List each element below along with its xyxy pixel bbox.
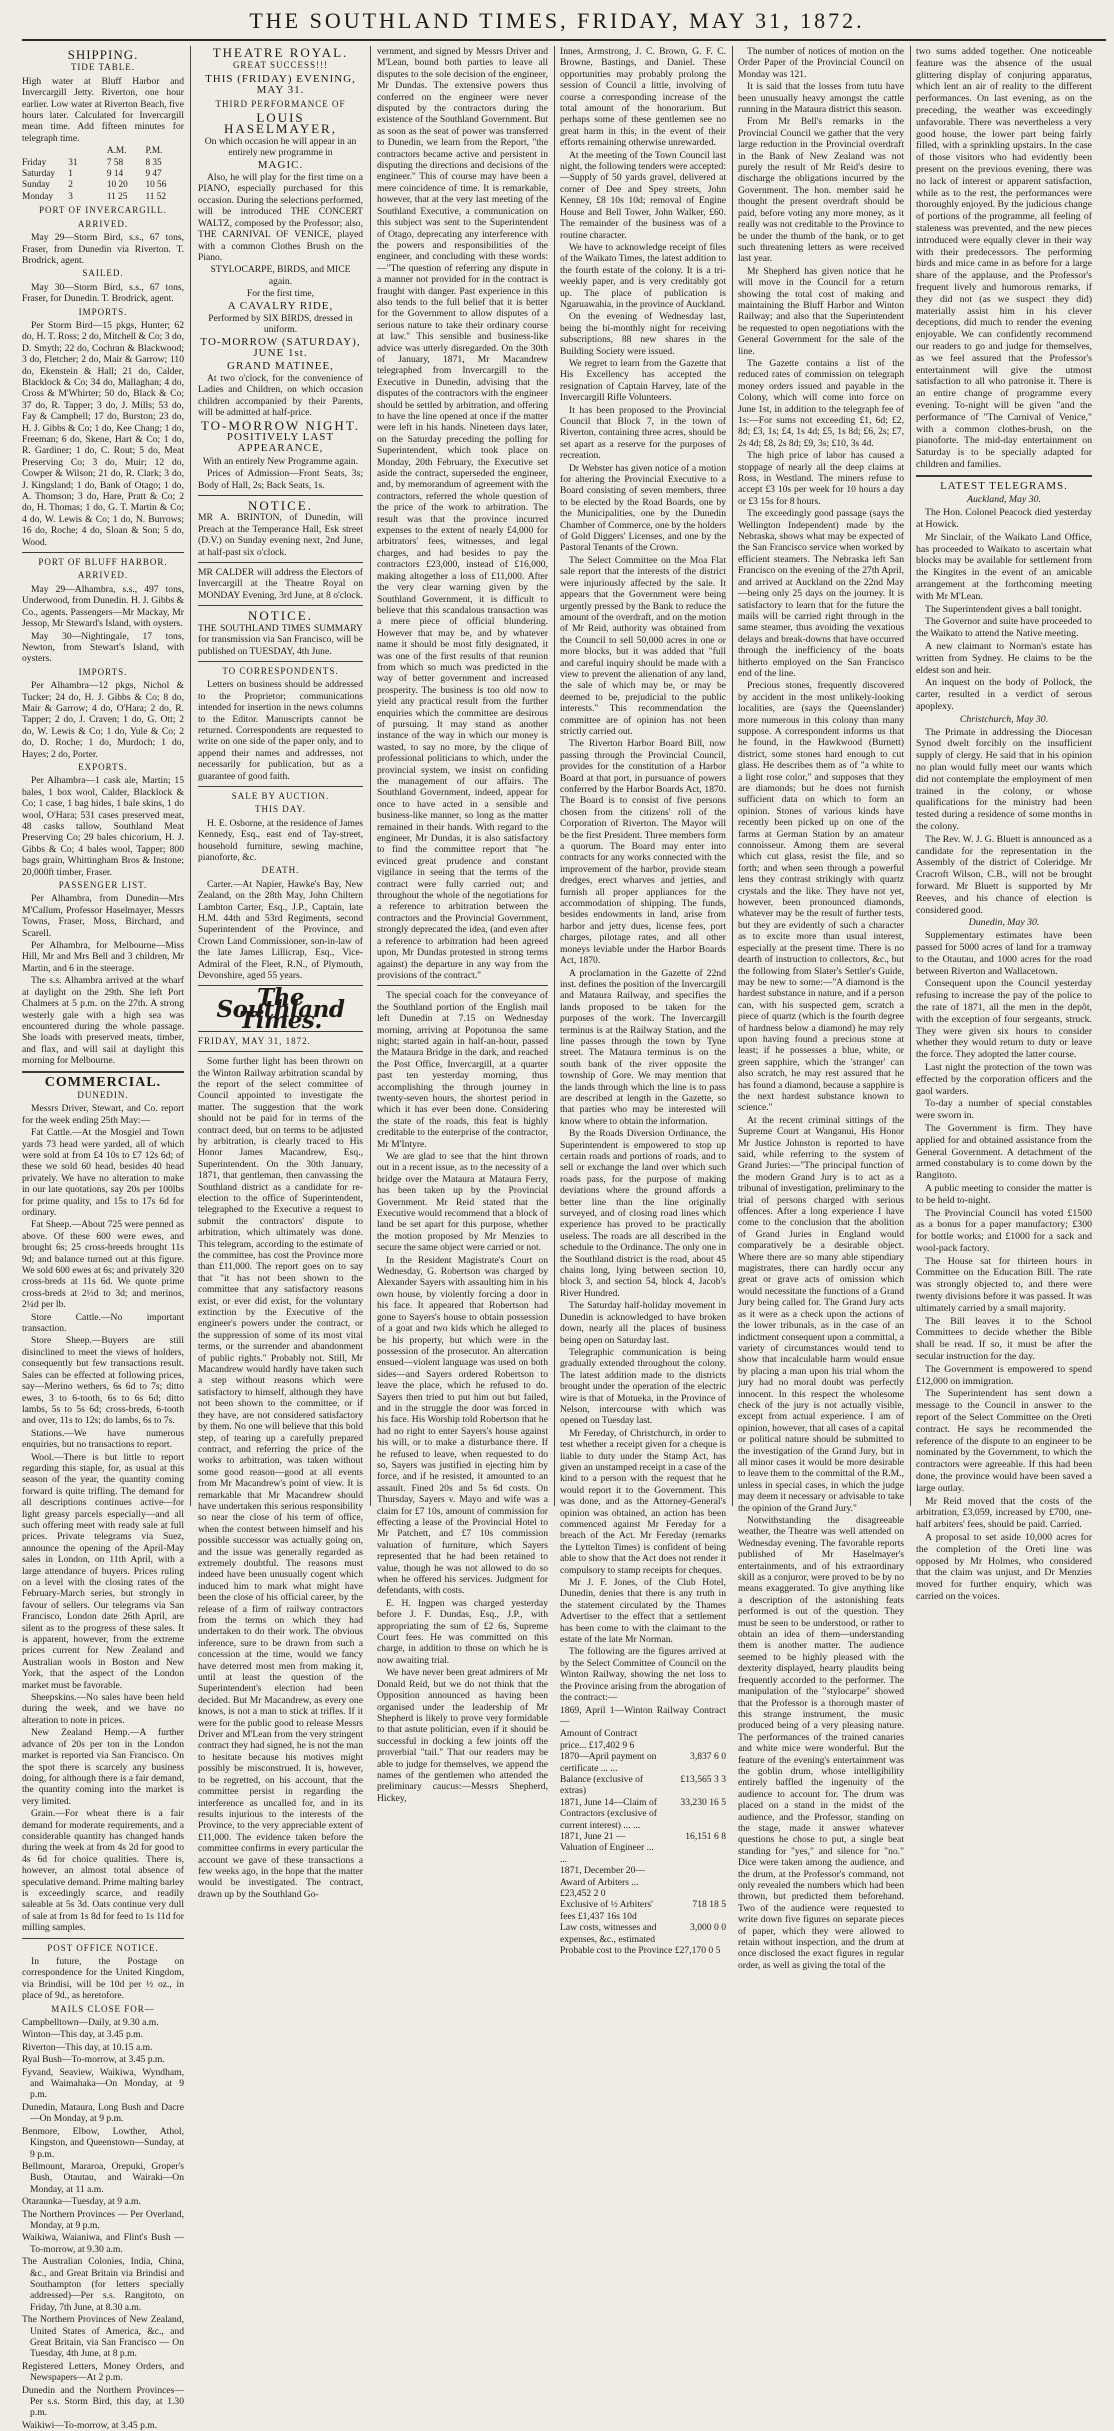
telegram-item: Mr Reid moved that the costs of the arbitration, £3,059, increased by £700, one-half arbiters' fees, should be paid. Carried.: [916, 1495, 1092, 1531]
sailed-label: SAILED.: [82, 268, 124, 279]
tide-cell: 7 58: [106, 157, 124, 168]
news-paragraph: By the Roads Diversion Ordinance, the Superintendent is empowered to stop up certain roads and portions of roads, and to sell or exchange the land over which such roads pass, for the purpose of making deviations where the ground affords a better line than the line originally surveyed, and of closing road lines which experience has proved to be practically useless. The roads are all described in the schedule to the Ordinance. The only one in the Southland district is the road, about 45 chains long, lying between section 10, block 3, and section 54, block 4, Jacob's River Hundred.: [560, 1128, 726, 1299]
finance-row: [560, 1797, 726, 1831]
notice-heading: NOTICE.: [248, 608, 313, 624]
theatre-royal-heading: THEATRE ROYAL.: [212, 45, 349, 60]
auction-text: H. E. Osborne, at the residence of James Kennedy, Esq., east end of Tay-street, household furniture, sewing machine, pianoforte, &c.: [198, 817, 363, 863]
leader-paragraph: vernment, and signed by Messrs Driver and M'Lean, bound both parties to leave all disputes to the sole decision of the engineer, Mr Dundas. The extensive powers thus conferred on the engineer were never disputed by the contractors during the existence of the Southland Government. But as soon as the seat of power was transferred to Dunedin, we learn from the Report, "the contractors became active and persistent in disputing the directions and decisions of the engineer." This of course may have been a mere coincidence of time. It is remarkable, however, that at the very last meeting of the Southland Executive, a communication on this subject was sent to the Superintendent of Otago, deprecating any interference with the powers and responsibilities of the engineer, and concluding with these words:—"The question of referring any dispute in a manner not provided for in the contract is fraught with danger. Past experience in this also tends to the full belief that it is better for the Government to allow disputes of a serious nature to take their ordinary course at law." This sensible and business-like advice was utterly disregarded. On the 30th of January, 1871, Mr Macandrew telegraphed from Invercargill to the Executive in Dunedin, advising that the disputes of the contractors with the engineer should be settled by arbitration, and offering to have the line opened at once if the matter were left in his hands. Nineteen days later, on the Saturday preceding the polling for Superintendent, which took place on Monday, 20th February, the Executive set aside the contract, superseded the engineer, and, by memorandum of agreement with the contractors, referred the whole question of the price of the work to arbitration. The result was that the province incurred expenses to the extent of nearly £4,000 for arbitrators' fees, witnesses, and legal charges, and had besides to pay the contractors £23,000, instead of £16,000, making altogether a loss of £11,000. After the very clear warning given by the Southland Government, it is difficult to believe that this scandalous transaction was a mere piece of official blundering. However that may be, and by whatever name it should be most fitly designated, it was one of the first results of that reunion from which so much was predicted in the way of better government and increased prosperity. The business is too old now to yield any practical result from the further enquiries which the committee are desirous of pursuing. It may stand as another instance of the way in which our money is wasted, to say no more, by the clique of professional politicians to which, under the provincial system, we insist on confiding the management of our affairs. The Southland Government, indeed, appear for once to have acted in a sensible and business-like manner, so long as the matter remained in their hands. With regard to the engineer, Mr Dundas, it is also satisfactory to find the committee report that "he evinced great prudence and constant vigilance in seeing that the terms of the contract were fully carried out; and throughout the whole of the negotiations for a reference to arbitration between the contractors and the Provincial Government, strongly deprecated the idea, (and even after a reference to arbitration had been agreed upon, Mr Dundas protested in strong terms against) the departure in any way from the provisions of the contract.": [377, 46, 548, 981]
theatre-line: On which occasion he will appear in an entirely new programme in: [204, 135, 357, 159]
passenger-list-label: PASSENGER LIST.: [58, 880, 148, 891]
tide-cell: 10 56: [145, 180, 167, 191]
tide-cell: 10 20: [106, 180, 128, 191]
commercial-paragraph: Sheepskins.—No sales have been held during the week, and we have no alteration to note in prices.: [22, 1692, 184, 1726]
news-paragraph: On the evening of Wednesday last, being the bi-monthly night for receiving subscriptions, 88 new shares in the Building Society were issued.: [560, 311, 726, 357]
tide-header-cell: [22, 146, 68, 157]
telegram-item: Supplementary estimates have been passed for 5000 acres of land for a tramway to the Otautau, and 1000 acres for the road between Riverton and Wallacetown.: [916, 930, 1092, 977]
news-paragraph: We have to acknowledge receipt of files of the Waikato Times, the latest addition to the fourth estate of the colony. It is a tri-weekly paper, and is very creditably got up. The place of publication is Ngaruawahia, in the province of Auckland.: [560, 241, 726, 310]
tide-header-cell: A.M.: [106, 146, 127, 157]
theatre-line: GREAT SUCCESS!!!: [232, 60, 329, 71]
column-divider: [732, 46, 733, 1506]
telegram-item: The Provincial Council has voted £1500 as a bonus for a paper manufactory; £300 for bottle works; and £1000 for a sack and wool-pack factory.: [916, 1207, 1092, 1254]
notice-heading: NOTICE.: [248, 498, 313, 514]
imports-list: Per Storm Bird—15 pkgs, Hunter; 62 do, H. T. Ross; 2 do, Mitchell & Co; 3 do, D. Smyth; 22 do, Cochran & Blackwood; 3 do, Fletcher; 2 do, Mair & Garrow; 110 do, Ekenstein & Hall; 21 do, Calder, Blacklock & Co; 34 do, Mallaghan; 4 do, Cross & M'Whirter; 50 do, Black & Co; 37 do, R. Tapper; 3 do, J. Mills; 53 do, Fay & Campbell; 17 do, Burston; 23 do, H. J. Gibbs & Co; 1 do, Kee Chang; 1 do, Freeman; 6 do, Skene, Hart & Co; 1 do, R. Gardiner; 1 do, C. Rout; 5 do, Meat Preserving Co; 3 do, Muir; 12 do, Cowper & Wilson; 21 do, R. Clark; 3 do, J. Kingsland; 1 do, Bank of Otago; 1 do, A. Thomson; 3 do, Hare, Pratt & Co; 2 do, H. Thomas; 1 do, G. T. Martin & Co; 4 do, W. Lewis & Co; 1 do, N. Burrows; 16 do, Roche; 4 do, Sloan & Son; 5 do, Wood.: [22, 319, 184, 548]
news-paragraph: Telegraphic communication is being gradually extended throughout the colony. The latest addition made to the districts brought under the operation of the electric wire is that of Motueka, in the Province of Nelson, intercourse with which was opened on Tuesday last.: [560, 1346, 726, 1427]
telegram-item: The Superintendent gives a ball tonight.: [925, 603, 1082, 615]
notice-text: MR CALDER will address the Electors of Invercargill at the Theatre Royal on MONDAY Evening, 3rd June, at 8 o'clock.: [198, 567, 363, 601]
finance-amount: 3,837 6 0: [690, 1751, 726, 1763]
commercial-paragraph: Messrs Driver, Stewart, and Co. report for the week ending 25th May:—: [22, 1103, 184, 1126]
news-paragraph: At the recent criminal sittings of the Supreme Court at Wanganui, His Honor Mr Justice Johnston is reported to have said, while referring to the system of Grand Juries:—"The principal function of the modern Grand Jury is to act as a tribunal of investigation, preliminary to the trial of persons charged with serious offences. After a long experience I have come to the conclusion that the abolition of Grand Juries in England would comparatively be a desirable object. Where there are so many able stipendiary magistrates, there can hardly occur any great or grave acts of omission which would necessitate the functions of a Grand Jury being called for. The Grand Jury acts as it were as a check upon the actions of the lower tribunals, as in the case of an indictment consequent upon a committal, a variety of circumstances would tend to show that incalculable harm would ensue by placing a man upon his trial whom the jury had no moral doubt was perfectly innocent. In this respect the wholesome check of the jury is not actually visible, except from actual experience. I am of opinion, however, that all cases of a capital or political nature should be submitted to the investigation of the Grand Jury, but in all minor cases it would be more desirable to leave them to the committal of the R.M., unless in special cases, in which the judge may deem it necessary or advisable to take the opinion of the Grand Jury.": [738, 1114, 904, 1514]
finance-amount: 33,230 16 5: [680, 1796, 726, 1808]
divider: [22, 1938, 184, 1939]
telegram-item: The Primate in addressing the Diocesan Synod dwelt forcibly on the insufficient supply of clergy. He said that in his opinion no plan would fully meet our wants which did not contemplate the employment of men trained in the colony, or whose qualifications for the ministry had been tested during a residence of some months in the colony.: [916, 726, 1092, 832]
passenger-entry: Per Alhambra, from Dunedin—Mrs M'Callum, Professor Haselmayer, Messrs Towns, Fraser, Moss, Birchard, and Scarell.: [22, 893, 184, 939]
commercial-paragraph: Stations.—We have numerous enquiries, but no transactions to report.: [22, 1427, 184, 1451]
divider: [198, 605, 363, 606]
news-paragraph: The high price of labor has caused a stoppage of nearly all the deep claims at Ross, in Westland. The miners refuse to accept £3 10s per week for 10 hours a day or £3 15s for 8 hours.: [738, 450, 904, 507]
shipping-note: The s.s. Alhambra arrived at the wharf at daylight on the 29th. She left Port Chalmers at 5 p.m. on the 27th. A strong westerly gale with a high sea was encountered during the whole passage. She loads with preserved meats, timber, and flax, and will sail at daylight this morning for Melbourne.: [22, 975, 184, 1067]
telegram-item: The Superintendent has sent down a message to the Council in answer to the report of the Select Committee on the Oreti contract. He says he recommended the reference of the dispute to an engineer to be nominated by the Government, to which the contractors were agreeable. If this had been done, the province would have been saved a large outlay.: [916, 1388, 1092, 1494]
column-local-news: [560, 46, 726, 1957]
shipping-entry: May 30—Nightingale, 17 tons, Newton, from Stewart's Island, with oysters.: [22, 630, 184, 665]
tide-cell: 3: [68, 191, 73, 202]
finance-amount: 3,000 0 0: [690, 1922, 726, 1934]
tide-cell: 2: [68, 180, 73, 191]
column-divider: [910, 46, 911, 1506]
tide-header-row: [22, 146, 184, 157]
news-paragraph: It is said that the losses from tutu have been unusually heavy amongst the cattle running in the Mataura district this season.: [738, 81, 904, 116]
commercial-paragraph: New Zealand Hemp.—A further advance of 20s per ton in the London market is reported via San Francisco. On the spot there is scarcely any business doing, for although there is a fair demand, the quantity coming into the market is very limited.: [22, 1727, 184, 1807]
column-divider: [370, 46, 371, 1506]
shipping-entry: May 29—Storm Bird, s.s., 67 tons, Fraser, from Dunedin via Riverton. T. Brodrick, agent.: [22, 232, 184, 266]
finance-label: 1871, June 14—Claim of Contractors (exclusive of current interest) ... ...: [560, 1796, 657, 1831]
finance-label: Exclusive of ½ Arbiters' fees £1,437 16s 10d: [560, 1899, 653, 1922]
commercial-paragraph: Fat Sheep.—About 725 were penned as above. Of these 600 were ewes, and brought 6s; 25 cross-breeds brought 11s 9d; and balance turned out at this figure. We sold 600 ewes at 6s; and privately 320 cross-breds at 11s 6d. We quote prime cross-breds at 2½d to 3d; and merinos, 2¼d per lb.: [22, 1219, 184, 1311]
finance-amount: 718 18 5: [692, 1899, 726, 1911]
finance-row: [560, 1728, 726, 1751]
divider: [916, 475, 1092, 477]
tide-table: [22, 146, 184, 203]
mail-schedule-entry: Bellmount, Mararoa, Orepuki, Groper's Bush, Otautau, and Wairaki—On Monday, at 11 a.m.: [22, 2160, 184, 2195]
finance-total: Probable cost to the Province £27,170 0 5: [560, 1945, 721, 1957]
mail-schedule-entry: Ryal Bush—To-morrow, at 3.45 p.m.: [22, 2054, 165, 2066]
divider: [198, 495, 363, 496]
mail-schedule-entry: Registered Letters, Money Orders, and Newspapers—At 2 p.m.: [22, 2360, 184, 2384]
news-paragraph: Precious stones, frequently discovered by accident in the most unlikely-looking localities, are (says the Queenslander) more numerous in this colony than many suppose. A correspondent informs us that he found, in the Hawkwood (Burnett) district, some stones hard enough to cut glass. He describes them as of "a white to a light rose color," and supposes that they are diamonds; but he does not furnish sufficient data on which to form an opinion. Stones of various kinds have recently been picked up on one of the farms at German Station by an amateur connoisseur. Among them are several which cut glass, resist the file, and so forth; and when seen through a powerful lens they contrast strikingly with quartz crystals and the like. They have not yet, however, been pronounced diamonds, whatever may be the result of further tests, but they are evidently of such a character as to excite more than usual interest, especially at the present time. There is no dearth of instruction to collectors, &c., but the following from Slater's Settler's Guide, may be new to some:—"A diamond is the hardest substance in nature, and if a person can, with his suspected gem, scratch a piece of quartz (which is the fourth degree of hardness below a diamond) he may rely upon having found a precious stone at least; if he possesses a blue, white, or green sapphire, which the 'stranger' can also scratch, he may rest assured that he has found a diamond, because a sapphire is the next hardest substance known to science.": [738, 680, 904, 1114]
mail-schedule-entry: Dunedin, Mataura, Long Bush and Dacre—On Monday, at 9 p.m.: [22, 2101, 184, 2125]
finance-row: [560, 1774, 726, 1797]
news-paragraph: We are glad to see that the hint thrown out in a recent issue, as to the necessity of a bridge over the Mataura at Mataura Ferry, has been taken up by the Provincial Government. Mr Reid stated that the Executive would recommend that a block of land be set apart for this purpose, whether the motion proposed by Mr Menzies to secure the same object were carried or not.: [377, 1151, 548, 1254]
correspondents-heading: TO CORRESPONDENTS.: [222, 665, 339, 676]
news-paragraph: E. H. Ingpen was charged yesterday before J. F. Dundas, Esq., J.P., with appropriating the sum of £2 6s, Supreme Court fees. He was committed on this charge, in addition to those on which he is now awaiting trial.: [377, 1597, 548, 1666]
column-divider: [554, 46, 555, 1506]
divider: [22, 552, 184, 553]
shipping-heading: SHIPPING.: [67, 47, 139, 62]
finance-amount: [660, 1728, 726, 1751]
telegram-item: The Hon. Colonel Peacock died yesterday at Howick.: [916, 507, 1092, 531]
telegram-item: The Bill leaves it to the School Committees to decide whether the Bible shall be read. If so, it must be after the secular instruction for the day.: [916, 1315, 1092, 1363]
theatre-prices: Prices of Admission—Front Seats, 3s; Body of Hall, 2s; Back Seats, 1s.: [198, 468, 363, 491]
tide-cell: Monday: [22, 191, 53, 202]
telegram-item: An inquest on the body of Pollock, the carter, resulted in a verdict of serous apoplexy.: [916, 677, 1092, 713]
news-paragraph: The following are the figures arrived at by the Select Committee of Council on the Winton Railway, showing the net loss to the Province arising from the abrogation of the contract:—: [560, 1646, 726, 1704]
newspaper-nameplate: The Southland Times.: [216, 984, 345, 1035]
finance-label: 1870—April payment on certificate ... ...: [560, 1751, 657, 1774]
mail-schedule-entry: The Northern Provinces of New Zealand, United States of America, &c., and Great Britain, via San Francisco — On Tuesday, 4th June, at 8 p.m.: [22, 2314, 184, 2360]
arrived-label: ARRIVED.: [77, 218, 129, 229]
news-paragraph: The Riverton Harbor Board Bill, now passing through the Provincial Council, provides for the constitution of a Harbor Board at that port, in pursuance of powers conferred by the Harbor Boards Act, 1870. The Board is to consist of five persons chosen from the citizens' roll of the Corporation of Riverton. The Mayor will be the first President. Three members form a quorum. The Board may enter into contracts for any works connected with the improvement of the harbor, provide steam dredges, erect wharves and jetties, and furnish all proper appliances for the accommodation of shipping. The funds, besides endowments in land, arise from harbor and jetty dues, license fees, port charges, pilotage rates, and all other moneys leviable under the Harbor Boards Act, 1870.: [560, 738, 726, 967]
column-adverts-leader: [198, 45, 363, 1900]
mail-schedule-entry: The Australian Colonies, India, China, &c., and Great Britain via Brindisi and Southampton (for letters specially addressed)—Per s.s. Rangitoto, on Friday, 7th June, at 8.30 a.m.: [22, 2256, 184, 2313]
column-telegrams: [916, 46, 1092, 1602]
tide-cell: 11 52: [145, 191, 167, 202]
tide-cell: Sunday: [22, 180, 50, 191]
finance-row: [560, 1922, 726, 1945]
tide-cell: 9 14: [106, 169, 124, 180]
imports-label: IMPORTS.: [78, 306, 128, 317]
mail-schedule-entry: Waikiwi—To-morrow, at 3.45 p.m.: [22, 2419, 158, 2431]
telegram-item: To-day a number of special constables were sworn in.: [916, 1098, 1092, 1122]
finance-table-head: 1869, April 1—Winton Railway Contract—: [560, 1704, 726, 1727]
mail-schedule-entry: Campbelltown—Daily, at 9.30 a.m.: [22, 2017, 159, 2029]
death-notice: Carter.—At Napier, Hawke's Bay, New Zealand, on the 28th May, John Chiltern Lambton Carter, Esq., J.P., Captain, late H.M. 44th and 53rd Regiments, second Superintendent of the Province, and Crown Land Commissioner, son-in-law of the late James Lillicrap, Esq., Vice-Admiral of the Fleet, R.N., of Plymouth, Devonshire, aged 55 years.: [198, 878, 363, 982]
theatre-line: With an entirely New Programme again.: [202, 455, 359, 467]
tide-cell: 9 47: [145, 169, 162, 180]
post-office-intro: In future, the Postage on correspondence for the United Kingdom, via Brindisi, will be 10d per ½ oz., in place of 9d., as heretofore.: [22, 1956, 184, 2002]
column-shipping-commercial: [22, 46, 185, 2431]
news-paragraph: The exceedingly good passage (says the Wellington Independent) made by the Nebraska, shows what may be expected of the San Francisco service when worked by efficient steamers. The Nebraska left San Francisco on the evening of the 27th April, and arrived at Auckland on the 22nd May—being only 25 days on the journey. It is satisfactory to learn that for the future the mails will be carried right through in the same steamer, thus avoiding the vexatious delays and break-downs that have occurred through the inefficiency of the boats hitherto employed on the San Francisco end of the line.: [738, 508, 904, 679]
mail-schedule-entry: Benmore, Elbow, Lowther, Athol, Kingston, and Queenstown—Sunday, at 9 p.m.: [22, 2125, 184, 2160]
theatre-line: GRAND MATINEE,: [227, 359, 334, 372]
imports-label: IMPORTS.: [78, 666, 128, 677]
news-paragraph: Innes, Armstrong, J. C. Brown, G. F. C. Browne, Bastings, and Daniel. These opportunities may probably prolong the session of Council a little, involving of course a corresponding increase of the total amount of the honorarium. But perhaps some of these gentlemen see no great harm in this, in the event of their efforts remaining otherwise unrewarded.: [560, 46, 726, 149]
news-paragraph: The special coach for the conveyance of the Southland portion of the English mail left Dunedin at 7.15 on Wednesday morning, arriving at Popotunoa the same night; started again in half-an-hour, passed the Mataura Bridge in the dark, and reached the Post Office, Invercargill, at a quarter past ten yesterday morning, thus accomplishing the through journey in twenty-seven hours, the shortest period in which it has ever been done. Considering the state of the roads, this feat is highly creditable to the enterprise of the contractor, Mr M'Intyre.: [377, 990, 548, 1150]
column-leader-news: [377, 46, 548, 1804]
exports-list: Per Alhambra—1 cask ale, Martin; 15 bales, 1 box wool, Calder, Blacklock & Co; 1 case, 1 bag hides, 1 bale skins, 1 do wool, O'Hara; 531 cases preserved meat, 48 casks tallow, Southland Meat Preserving Co; 29 bales chicorium, H. J. Gibbs & Co; 4 bales wool, Tapper; 800 bags grain, Whittingham Bros & Instone; 20,000ft timber, Fraser.: [22, 775, 184, 878]
mail-schedule-entry: Otaraunka—Tuesday, at 9 a.m.: [22, 2196, 141, 2208]
news-paragraph: We regret to learn from the Gazette that His Excellency has accepted the resignation of Captain Harvey, late of the Invercargill Rifle Volunteers.: [560, 357, 726, 404]
tide-header-cell: P.M.: [145, 146, 163, 157]
auction-heading: SALE BY AUCTION.: [231, 790, 330, 801]
theatre-line: TO-MORROW (SATURDAY), JUNE 1st.: [200, 335, 361, 360]
dateline: [198, 1036, 363, 1047]
passenger-entry: Per Alhambra, for Melbourne—Miss Hill, Mr and Mrs Bell and 3 children, Mr Martin, and 6 in the steerage.: [22, 940, 184, 974]
telegram-dateline: Christchurch, May 30.: [959, 713, 1049, 725]
telegram-dateline: Dunedin, May 30.: [968, 917, 1040, 929]
imports-list: Per Alhambra—12 pkgs, Nichol & Tucker; 24 do, H. J. Gibbs & Co; 8 do, Mair & Garrow; 4 do, O'Hara; 2 do, R. Tapper; 2 do, J. Craven; 1 do, G. Ott; 2 do, W. Lewis & Co; 1 do, Yule & Co; 2 do, D. Roche; 1 do, Murdoch; 1 do, Hayes; 2 do, Porter.: [22, 680, 184, 760]
news-paragraph: A proclamation in the Gazette of 22nd inst. defines the position of the Invercargill and Mataura Railway, and specifies the lands proposed to be taken for the purposes of the work. The Invercargill terminus is at the Railway Station, and the line passes through the town by Tyne street. The Mataura terminus is on the south bank of the river opposite the township of Gore. We may mention that the lands through which the line is to pass are described at length in the Gazette, so that parties who may be interested will know where to obtain the information.: [560, 967, 726, 1127]
telegram-item: The House sat for thirteen hours in Committee on the Education Bill. The rate was strongly objected to, and there were twenty divisions before it was passed. It was ultimately carried by a small majority.: [916, 1255, 1092, 1314]
auction-day: THIS DAY.: [254, 804, 306, 815]
theatre-line: THIS (FRIDAY) EVENING, MAY 31.: [205, 72, 356, 97]
finance-table: [560, 1728, 726, 1945]
death-heading: DEATH.: [261, 865, 300, 876]
commercial-paragraph: Wool.—There is but little to report regarding this staple, for, as usual at this season of the year, the quantity coming forward is quite trifling. The demand for all descriptions continues active—for light greasy parcels especially—and all such offering meet with ready sale at full prices. Private telegrams via Suez, announce the opening of the April-May sales in London, on 11th April, with a large attendance of buyers. Prices ruling on a level with the closing rates of the February-March series, but strongly in favour of sellers. Our telegrams via San Francisco, London date 26th April, are silent as to the progress of these sales. It is apparent, however, from the extreme prices current for New Zealand and Australian wools in Boston and New York, that the aspect of the London market must be favorable.: [22, 1451, 184, 1691]
divider: [22, 1071, 184, 1073]
theatre-line: A CAVALRY RIDE,: [227, 299, 334, 312]
tide-table-heading: TIDE TABLE.: [70, 62, 136, 73]
theatre-line: MAGIC.: [257, 158, 304, 171]
news-paragraph: Dr Webster has given notice of a motion for altering the Provincial Executive to a Board consisting of seven members, three to be elected by the Road Boards, one by the Municipalities, one by the Dunedin Chamber of Commerce, one by the holders of Gold Diggers' Licenses, and one by the Pastoral Tenants of the Crown.: [560, 462, 726, 554]
finance-amount: 16,151 6 8: [685, 1830, 726, 1842]
telegram-item: The Rev. W. J. G. Bluett is announced as a candidate for the representation in the Assembly of the district of Coleridge. Mr Cracroft Wilson, C.B., will not be brought forward. Mr Bluett is supported by Mr Reeves, and his chance of election is considered good.: [916, 833, 1092, 916]
commercial-paragraph: Store Sheep.—Buyers are still disinclined to meet the views of holders, consequently but few transactions result. Sales can be effected at following prices, say—Merino wethers, 6s 6d to 7s; ditto ewes, 3 to 6-tooth, 6s to 6s 6d; ditto lambs, 5s to 5s 6d; cross-breds, 6-tooth and over, 11s to 12s; do lambs, 6s to 7s.: [22, 1335, 184, 1427]
tide-row: [22, 169, 184, 180]
theatre-line: POSITIVELY LAST APPEARANCE,: [226, 431, 335, 455]
tide-row: [22, 158, 184, 169]
mail-schedule-entry: Waikiwa, Waianiwa, and Flint's Bush — To-morrow, at 9.30 a.m.: [22, 2232, 184, 2255]
finance-label: Balance (exclusive of extras): [560, 1773, 644, 1797]
port-bluff-heading: PORT OF BLUFF HARBOR.: [38, 557, 168, 568]
telegram-group-auckland: [916, 507, 1092, 713]
news-paragraph: two sums added together. One noticeable feature was the absence of the usual glittering display of conjuring apparatus, which lent an air of reality to the different performances. On last evening, as on the preceding, the weather was exceedingly unfavorable. There was nevertheless a very good house, the lower part being fairly filled, with a sprinkling upstairs. In the case of those visitors who had evidently been present on the previous evening, there was no lack of interest or apparent satisfaction, while as to the rest, the performances were thoroughly enjoyed. By the judicious change of portions of the programme, all feeling of staleness was prevented, and the new pieces introduced were equally clever in their way with their predecessors. The performing birds and mice came in as before for a large share of the applause, and the Professor's frequent lively and humorous remarks, if they did not (as we suspect they did) materially assist him in his clever deceptions, did much to render the evening enjoyable. We can confidently recommend our readers to go and judge for themselves, as we feel assured that the Professor's entertainment will give the utmost satisfaction to all who patronise it. There is an entire change of programme every evening. To-night will be given "and the performance of "The Carnival of Venice," with a common clothes-brush, on the pianoforte. The mid-day entertainment on Saturday is to be specially adapted for children and families.: [916, 46, 1092, 470]
divider: [198, 661, 363, 662]
news-paragraph: It has been proposed to the Provincial Council that Block 7, in the town of Riverton, containing three acres, should be set apart as a reserve for the purposes of recreation.: [560, 404, 726, 462]
finance-label: 1871, December 20—Award of Arbiters ... £23,452 2 0: [560, 1865, 645, 1899]
news-paragraph: The number of notices of motion on the Order Paper of the Provincial Council on Monday was 121.: [738, 46, 904, 80]
shipping-entry: May 30—Storm Bird, s.s., 67 tons, Fraser, for Dunedin. T. Brodrick, agent.: [22, 281, 184, 305]
telegram-item: Mr Sinclair, of the Waikato Land Office, has proceeded to Waikato to ascertain what blocks may be available for settlement from the Kingites in the event of an amicable arrangement at the forthcoming meeting with Mr M'Lean.: [916, 531, 1092, 602]
divider: [198, 1051, 363, 1052]
news-paragraph: The Gazette contains a list of the reduced rates of commission on telegraph money orders issued and payable in the Colony, which will come into force on June 1st, in addition to the telegraph fee of 1s:—For sums not exceeding £1, 6d; £2, 8d; £3, 1s; £4, 1s 4d; £5, 1s 8d; £6, 2s; £7, 2s 4d; £8, 2s 8d; £9, 3s; £10, 3s 4d.: [738, 357, 904, 449]
finance-label: 1871, June 21 — Valuation of Engineer ... ...: [560, 1830, 654, 1865]
telegram-item: The Government is firm. They have applied for and obtained assistance from the General Government. A detachment of the armed constabulary is to come down by the Rangitoto.: [916, 1122, 1092, 1182]
header-rule: [22, 39, 1106, 41]
latest-telegrams-heading: LATEST TELEGRAMS.: [940, 479, 1068, 492]
mail-schedule-list: [22, 2017, 184, 2431]
post-office-heading: POST OFFICE NOTICE.: [47, 1942, 159, 1953]
dateline-date: FRIDAY, MAY 31, 1872.: [198, 1035, 311, 1046]
page-header-title: THE SOUTHLAND TIMES, FRIDAY, MAY 31, 1872.: [249, 8, 865, 33]
telegram-item: The Government is empowered to spend £12,000 on immigration.: [916, 1363, 1092, 1387]
commercial-paragraph: Fat Cattle.—At the Mosgiel and Town yards 73 head were yarded, all of which were sold at from £4 10s to £7 12s 6d; of these we sold 60 head, besides 40 head privately. We have no alteration to make in our late quotations, say 20s per 100lbs for prime quality, and 15s to 17s 6d for ordinary.: [22, 1127, 184, 1218]
mail-schedule-entry: Winton—This day, at 3.45 p.m.: [22, 2029, 144, 2041]
notice-text: THE SOUTHLAND TIMES SUMMARY for transmission via San Francisco, will be published on TUESDAY, 4th June.: [198, 622, 363, 657]
theatre-paragraph: At two o'clock, for the convenience of Ladies and Children, on which occasion children accompanied by their Parents, will be admitted at half-price.: [198, 372, 363, 419]
news-paragraph: The Saturday half-holiday movement in Dunedin is acknowledged to have broken down, nearly all the places of business being open on Saturday last.: [560, 1300, 726, 1346]
divider: [198, 786, 363, 787]
commercial-paragraph: Store Cattle.—No important transaction.: [22, 1311, 184, 1335]
finance-row: [560, 1751, 726, 1774]
performer-name: LOUIS HASELMAYER,: [224, 110, 337, 137]
exports-label: EXPORTS.: [78, 761, 128, 772]
notice-text: MR A. BRINTON, of Dunedin, will Preach at the Temperance Hall, Esk street (D.V.) on Sunday evening next, 2nd June, at half-past six o'clock.: [198, 512, 363, 558]
telegram-dateline: Auckland, May 30.: [967, 494, 1041, 506]
mails-close-label: MAILS CLOSE FOR—: [51, 2003, 155, 2014]
telegram-item: The Governor and suite have proceeded to the Waikato to attend the Native meeting.: [916, 616, 1092, 640]
tide-row: [22, 192, 184, 203]
commercial-heading: COMMERCIAL.: [44, 1074, 162, 1090]
mail-schedule-entry: Dunedin and the Northern Provinces—Per s.s. Storm Bird, this day, at 1.30 p.m.: [22, 2384, 184, 2419]
correspondents-text: Letters on business should be addressed to the Proprietor; communications intended for insertion in the news columns to the Editor. Manuscripts cannot be returned. Correspondents are requested to write on one side of the paper only, and to append their names and addresses, not necessarily for publication, but as a guarantee of good faith.: [198, 679, 363, 782]
commercial-paragraph: Grain.—For wheat there is a fair demand for moderate requirements, and a considerable quantity has changed hands during the week at from 4s 2d for good to 4s 6d for choice qualities. There is, however, an almost total absence of speculative demand. Prime malting barley is exceedingly scarce, and readily saleable at 5s 3d. Oats continue very dull of sale at from 1s 8d for feed to 1s 11d for milling samples.: [22, 1808, 184, 1934]
mail-schedule-entry: Riverton—This day, at 10.15 a.m.: [22, 2041, 153, 2053]
finance-row: [560, 1865, 726, 1899]
tide-cell: 31: [68, 157, 78, 168]
telegram-item: A public meeting to consider the matter is to be held to-night.: [916, 1182, 1092, 1206]
news-paragraph: Mr J. F. Jones, of the Club Hotel, Dunedin, denies that there is any truth in the statement circulated by the Thames Advertiser to the effect that a settlement has been come to with the claimant to the estate of the late Mr Norman.: [560, 1577, 726, 1646]
leader-paragraph: Some further light has been thrown on the Winton Railway arbitration scandal by the report of the select committee of Council appointed to investigate the matter. The suggestion that the work should not be paid for in terms of the contract deed, but on terms to be adjusted by arbitration, is clearly traced to His Honor James Macandrew, Esq., Superintendent. On the 30th January, 1871, that gentleman, then canvassing the Southland district as a candidate for re-election to the office of Superintendent, telegraphed to the Executive a request to submit the contractors' dispute to arbitration, which ultimately was done. This telegram, according to the estimate of the committee, has cost the Province more than £11,000. The report goes on to say that "it has not been shown to the committee that any satisfactory reasons exist, or ever did exist, for the voluntary extinction by the Executive of the engineer's powers under the contract, or the suppression of some of its most vital terms, or the surrender and abandonment of public rights." Probably not. Still, Mr Macandrew would hardly have taken such a step without reasons which were satisfactory to himself, although they have not been shown to the committee, or if they have, are not considered satisfactory by them. No one will believe that this bold step, of tearing up a carefully prepared contract, and referring the price of the works to arbitration, was taken without some good reason—good at all events from Mr Macandrew's point of view. It is remarkable that Mr Macandrew should have undertaken this serious responsibility so near the close of his term of office, when the contest between himself and his possible successor was actually going on, and the issue was generally regarded as extremely doubtful. The reasons must indeed have been unusually cogent which induced him to mark what might have been the close of his official career, by the release of a firm of railway contractors from the terms on which they had undertaken to do their work. The obvious inference, sure to be drawn from such a concession at the time, would we fancy have deterred most men from making it, until at least the question of the Superintendent's election had been decided. But Mr Macandrew, as every one knows, is not a man to stick at trifles. If it were for the public good to release Messrs Driver and M'Lean from the very stringent contract they had signed, he is not the man to hesitate because his motives might possibly be misconstrued. It is, however, to be regretted, on his account, that the committee persist in regarding the interference as uncalled for, and in its results injurious to the interests of the Province, to the very appreciable extent of £11,000. The evidence taken before the committee confirms in every particular the account we gave of these transactions a few weeks ago, in the hope that the matter would be investigated. The contract, drawn up by the Southland Go-: [198, 1056, 363, 1900]
telegram-item: Last night the protection of the town was effected by the corporation officers and the gaol warders.: [916, 1061, 1092, 1097]
tide-header-cell: [68, 146, 107, 157]
news-paragraph: The Select Committee on the Moa Flat sale report that the interests of the district were injuriously affected by the sale. It appears that the Government were being urgently pressed by the Bank to reduce the amount of the overdraft, and on the motion of Mr Reid, authority was obtained from the Council to sell 50,000 acres in one or more blocks, but it was added that "full and careful inquiry should be made with a view to prevent the alienation of any land, the sale of which may be, or may be deemed to be, prejudicial to the public interests." This recommendation the committee are of opinion has not been strictly carried out.: [560, 554, 726, 737]
telegram-item: A new claimant to Norman's estate has written from Sydney. He claims to be the eldest son and heir.: [916, 641, 1092, 676]
theatre-line: For the first time,: [246, 288, 315, 300]
mail-schedule-entry: The Northern Provinces — Per Overland, Monday, at 9 p.m.: [22, 2208, 184, 2231]
port-invercargill-heading: PORT OF INVERCARGILL.: [38, 205, 168, 216]
tide-cell: Friday: [22, 157, 47, 168]
mail-schedule-entry: Fyvand, Seaview, Waikiwa, Wyndham, and Waimahaka—On Monday, at 9 p.m.: [22, 2066, 184, 2101]
news-paragraph: Mr Fereday, of Christchurch, in order to test whether a receipt given for a cheque is liable to duty under the Stamp Act, has given an unstamped receipt in a case of the kind to a person with the request that he would report it to the Government. This was done, and as the Attorney-General's opinion was obtained, an action has been commenced against Mr Fereday for a breach of the Act. Mr Fereday (remarks the Lyttelton Times) is confident of being able to show that the Act does not render it compulsory to stamp receipts for cheques.: [560, 1427, 726, 1576]
news-paragraph: We have never been great admirers of Mr Donald Reid, but we do not think that the Opposition announced as having been organised under the leadership of Mr Shepherd is likely to prove very formidable to that astute politician, even if it should be successful in docking a few joints off the proverbial "tail." That our readers may be able to judge for themselves, we append the names of the gentlemen who attended the preliminary caucus:—Messrs Shepherd, Hickey,: [377, 1667, 548, 1804]
news-paragraph: From Mr Bell's remarks in the Provincial Council we gather that the very large reduction in the Provincial overdraft in the Bank of New Zealand was not purely the result of Mr Reid's desire to discharge the obligations incurred by the Government. The hon. member said he thought the present overdraft should be paid, before voting any more money, as it really was not creditable to the Province to be under the thumb of the bank, or to get such threatening letters as were received last year.: [738, 116, 904, 265]
telegram-item: A proposal to set aside 10,000 acres for the completion of the Oreti line was opposed by Mr Holmes, who considered that the claim was unjust, and Dr Menzies moved for further enquiry, which was carried on the voices.: [916, 1532, 1092, 1602]
arrived-label: ARRIVED.: [77, 570, 129, 581]
news-paragraph: Mr Shepherd has given notice that he will move in the Council for a return showing the total cost of making and maintaining the Bluff Harbor and Winton Railway; and also that the Superintendent be requested to open negotiations with the General Government for the sale of the line.: [738, 265, 904, 357]
telegram-group-dunedin: [916, 930, 1092, 1603]
finance-label: Amount of Contract price... £17,402 9 6: [560, 1728, 638, 1751]
tide-cell: 1: [68, 169, 73, 180]
news-paragraph: Notwithstanding the disagreeable weather, the Theatre was well attended on Wednesday evening. The favorable reports published of Mr Haselmayer's entertainments, and of his extraordinary skill as a conjuror, were proved to be by no means exaggerated. To give anything like a description of the astonishing feats performed is out of the question. They must be seen to be understood, or rather to obtain an idea of them—understanding them is another matter. The audience seemed to be highly pleased with the dexterity displayed, hearty plaudits being frequently accorded to the performer. The manipulation of the "stylocarpe" showed that the Professor is a thorough master of this strange instrument, the music produced being of a very pleasing nature. The performances of the trained canaries and white mice were wonderful. But the feature of the evening's entertainment was the goblin drum, whose intelligibility entirely baffled the ingenuity of the audience to account for. The drum was placed on a stand in the midst of the audience, and the Professor, standing on the stage, made it answer whatever questions he chose to put, a single beat standing for "yes," and silence for "no." Dice were taken among the audience, and the drum, at the Professor's command, not only revealed the numbers which had been thrown, but predicted them beforehand. Two of the audience were requested to write down five figures on separate pieces of paper, which they were allowed to retain without inspection, and the drum at once disclosed the exact figures in regular order, as well as giving the total of the: [738, 1515, 904, 1971]
theatre-line: TO-MORROW NIGHT.: [200, 417, 361, 433]
finance-amount: £13,565 3 3: [680, 1773, 726, 1785]
theatre-line: THIRD PERFORMANCE OF: [215, 98, 346, 109]
finance-row: [560, 1831, 726, 1865]
tide-cell: 8 35: [145, 157, 162, 168]
column-news-continued: [738, 46, 904, 1971]
theatre-paragraph: Also, he will play for the first time on a PIANO, especially purchased for this occasion. During the selections performed, will be introduced THE CONCERT WALTZ, composed by the Professor; also, THE CARNIVAL OF VENICE, played with a common Clothes Brush on the Piano.: [198, 172, 363, 263]
news-paragraph: In the Resident Magistrate's Court on Wednesday, G. Robertson was charged by Alexander Sayers with assaulting him in his own house, by violently forcing a door in his face. It appeared that Robertson had gone to Sayers's house to obtain possession of a goat and two kids which he alleged to be his property, but which were in the possession of the prosecutor. An altercation ensued—violent language was used on both sides—and Sayers ordered Robertson to leave the place, which he refused to do. Sayers then tried to put him out but failed, and in the struggle the door was forced in his face. His Worship told Robertson that he had no right to enter Sayers's house against his will, or to make a disturbance there. If he refused to leave, when requested to do so, Sayers was justified in ejecting him by force, and if he resisted, it amounted to an assault. Fined 20s and 5s 6d costs. On Thursday, Sayers v. Mayo and wife was a claim for £7 10s, amount of commission for effecting a lease of the Provincial Hotel to Mr Patchett, and £7 10s commission valuation of furniture, which Sayers represented that he had been retained to value, though he was not allowed to do so when he offered his services. Judgment for defendants, with costs.: [377, 1254, 548, 1597]
theatre-line: STYLOCARPE, BIRDS, and MICE again.: [210, 264, 351, 287]
shipping-entry: May 29—Alhambra, s.s., 497 tons, Underwood, from Dunedin. H. J. Gibbs & Co., agents. Passengers—Mr Mackay, Mr Jessop, Mr Steward's Island, with oysters.: [22, 583, 185, 630]
divider: [377, 985, 548, 986]
column-divider: [190, 46, 191, 1506]
finance-label: Law costs, witnesses and expenses, &c., estimated: [560, 1922, 657, 1945]
telegram-item: Consequent upon the Council yesterday refusing to increase the pay of the police to the rate of 1871, all the men in the depôt, with the exception of four sergeants, struck. They were given six hours to consider whether they would return to duty or leave the force. They adopted the latter course.: [916, 978, 1092, 1061]
telegram-group-christchurch: [916, 727, 1092, 917]
tide-row: [22, 180, 184, 191]
divider: [198, 562, 363, 563]
theatre-line: Performed by SIX BIRDS, dressed in uniform.: [208, 312, 353, 336]
finance-amount: [660, 1865, 726, 1899]
finance-row: [560, 1899, 726, 1922]
dunedin-subheading: DUNEDIN.: [77, 1089, 129, 1100]
news-paragraph: At the meeting of the Town Council last night, the following tenders were accepted:—Supply of 50 yards gravel, delivered at corner of Dee and Spey streets, John Kenney, £8 10s 10d; removal of Engine House and Bell Tower, John Walker, £60. The remainder of the business was of a routine character.: [560, 149, 726, 241]
tide-intro: High water at Bluff Harbor and Invercargill Jetty. Riverton, one hour earlier. Low water at Riverton Beach, five hours later. Calculated for Invercargill mean time. Add fifteen minutes for telegraph time.: [22, 75, 184, 144]
tide-cell: 11 25: [106, 191, 128, 202]
tide-cell: Saturday: [22, 169, 56, 180]
